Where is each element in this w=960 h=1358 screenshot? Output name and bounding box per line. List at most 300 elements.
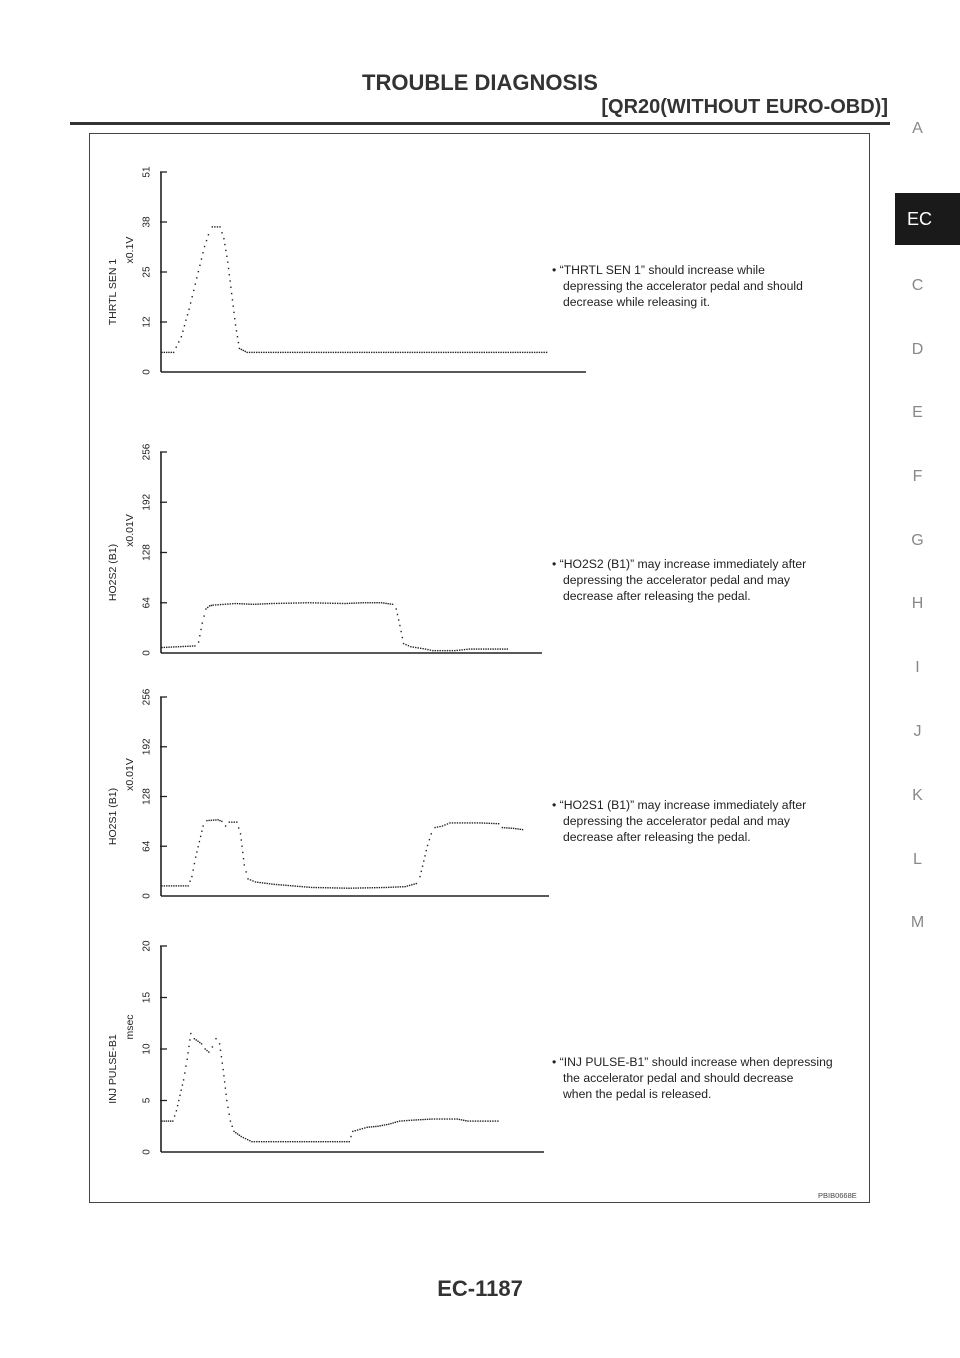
data-point bbox=[376, 352, 377, 353]
data-point bbox=[362, 1128, 363, 1129]
section-tab[interactable]: H bbox=[911, 595, 924, 612]
data-point bbox=[282, 352, 283, 353]
data-point bbox=[335, 603, 336, 604]
data-point bbox=[420, 1119, 421, 1120]
y-tick-label: 128 bbox=[141, 788, 153, 805]
data-point bbox=[254, 352, 255, 353]
page-header-subtitle: [QR20(WITHOUT EURO-OBD)] bbox=[601, 96, 888, 118]
data-point bbox=[201, 831, 202, 832]
data-point bbox=[247, 1139, 248, 1140]
section-tab[interactable]: K bbox=[912, 787, 923, 804]
data-point bbox=[243, 1137, 244, 1138]
data-point bbox=[176, 885, 177, 886]
data-point bbox=[435, 650, 436, 651]
data-point bbox=[382, 1125, 383, 1126]
figure-code: PBIB0668E bbox=[818, 1191, 857, 1200]
data-point bbox=[251, 1141, 252, 1142]
data-point bbox=[400, 886, 401, 887]
data-point bbox=[429, 1118, 430, 1119]
data-point bbox=[396, 608, 397, 609]
data-point bbox=[246, 352, 247, 353]
data-point bbox=[199, 635, 200, 636]
data-point bbox=[212, 226, 213, 227]
data-point bbox=[278, 884, 279, 885]
data-point bbox=[482, 1120, 483, 1121]
data-point bbox=[459, 1119, 460, 1120]
data-point bbox=[183, 885, 184, 886]
data-point bbox=[208, 234, 209, 235]
data-point bbox=[337, 887, 338, 888]
data-point bbox=[442, 825, 443, 826]
data-point bbox=[404, 1120, 405, 1121]
data-point bbox=[254, 1141, 255, 1142]
data-point bbox=[414, 352, 415, 353]
data-point bbox=[180, 885, 181, 886]
data-point bbox=[361, 352, 362, 353]
data-point bbox=[411, 884, 412, 885]
data-point bbox=[442, 650, 443, 651]
data-point bbox=[332, 603, 333, 604]
data-point bbox=[230, 603, 231, 604]
data-point bbox=[433, 352, 434, 353]
data-point bbox=[344, 1141, 345, 1142]
data-point bbox=[534, 352, 535, 353]
data-point bbox=[304, 886, 305, 887]
data-point bbox=[251, 604, 252, 605]
section-tab[interactable]: M bbox=[910, 914, 925, 931]
data-point bbox=[166, 647, 167, 648]
data-point bbox=[313, 602, 314, 603]
section-tab[interactable]: J bbox=[913, 723, 922, 740]
data-point bbox=[356, 602, 357, 603]
data-point bbox=[488, 648, 489, 649]
data-point bbox=[306, 1141, 307, 1142]
data-point bbox=[502, 827, 503, 828]
data-point bbox=[424, 855, 425, 856]
data-point bbox=[271, 603, 272, 604]
data-point bbox=[299, 886, 300, 887]
data-point bbox=[400, 631, 401, 632]
data-point bbox=[498, 823, 499, 824]
data-point bbox=[337, 1141, 338, 1142]
data-point bbox=[188, 309, 189, 310]
data-point bbox=[464, 649, 465, 650]
data-point bbox=[431, 1118, 432, 1119]
data-point bbox=[168, 885, 169, 886]
data-point bbox=[255, 881, 256, 882]
data-point bbox=[367, 887, 368, 888]
data-point bbox=[399, 625, 400, 626]
data-point bbox=[489, 823, 490, 824]
data-point bbox=[190, 1033, 191, 1034]
data-point bbox=[517, 352, 518, 353]
data-point bbox=[350, 1136, 351, 1137]
data-point bbox=[292, 1141, 293, 1142]
data-point bbox=[318, 1141, 319, 1142]
data-point bbox=[444, 650, 445, 651]
y-tick-label: 256 bbox=[141, 688, 153, 706]
data-point bbox=[484, 822, 485, 823]
data-point bbox=[318, 887, 319, 888]
data-point bbox=[189, 1039, 190, 1040]
data-point bbox=[417, 352, 418, 353]
data-point bbox=[491, 352, 492, 353]
y-tick-label: 192 bbox=[141, 493, 153, 511]
data-point bbox=[259, 882, 260, 883]
section-tab[interactable]: L bbox=[913, 851, 922, 868]
data-point bbox=[488, 352, 489, 353]
data-point bbox=[425, 1119, 426, 1120]
data-point bbox=[197, 846, 198, 847]
data-point bbox=[175, 346, 176, 347]
y-axis-unit: x0.1V bbox=[123, 236, 136, 264]
data-point bbox=[413, 1119, 414, 1120]
data-point bbox=[352, 352, 353, 353]
data-point bbox=[187, 646, 188, 647]
y-tick-label: 0 bbox=[141, 1149, 153, 1155]
data-point bbox=[228, 268, 229, 269]
data-point bbox=[403, 643, 404, 644]
data-point bbox=[297, 886, 298, 887]
data-point bbox=[243, 858, 244, 859]
data-point bbox=[308, 1141, 309, 1142]
data-point bbox=[351, 603, 352, 604]
data-point bbox=[209, 605, 210, 606]
data-point bbox=[497, 1120, 498, 1121]
data-point bbox=[273, 1141, 274, 1142]
data-point bbox=[187, 885, 188, 886]
data-point bbox=[302, 352, 303, 353]
data-point bbox=[280, 352, 281, 353]
data-point bbox=[378, 352, 379, 353]
data-point bbox=[485, 648, 486, 649]
data-point bbox=[422, 866, 423, 867]
data-point bbox=[470, 1120, 471, 1121]
data-point bbox=[349, 603, 350, 604]
data-point bbox=[369, 1126, 370, 1127]
data-point bbox=[497, 648, 498, 649]
section-tab[interactable]: A bbox=[912, 120, 923, 137]
data-point bbox=[232, 603, 233, 604]
data-point bbox=[292, 352, 293, 353]
data-point bbox=[493, 823, 494, 824]
data-point bbox=[357, 1129, 358, 1130]
data-point bbox=[256, 352, 257, 353]
data-point bbox=[454, 650, 455, 651]
data-point bbox=[512, 352, 513, 353]
data-point bbox=[372, 602, 373, 603]
data-point bbox=[215, 604, 216, 605]
data-point bbox=[354, 352, 355, 353]
data-point bbox=[357, 352, 358, 353]
data-point bbox=[348, 888, 349, 889]
data-point bbox=[248, 603, 249, 604]
data-point bbox=[161, 647, 162, 648]
section-tab[interactable]: C bbox=[911, 277, 924, 294]
data-point bbox=[164, 647, 165, 648]
data-point bbox=[166, 885, 167, 886]
data-point bbox=[288, 885, 289, 886]
data-point bbox=[379, 887, 380, 888]
data-point bbox=[214, 226, 215, 227]
data-point bbox=[178, 341, 179, 342]
data-point bbox=[510, 352, 511, 353]
data-point bbox=[268, 352, 269, 353]
note-line: depressing the accelerator pedal and may bbox=[563, 573, 790, 587]
y-tick-label: 0 bbox=[141, 369, 153, 375]
data-point bbox=[266, 883, 267, 884]
data-point bbox=[184, 325, 185, 326]
data-point bbox=[457, 1118, 458, 1119]
y-tick-label: 0 bbox=[141, 650, 153, 656]
data-point bbox=[304, 352, 305, 353]
data-point bbox=[515, 828, 516, 829]
data-point bbox=[163, 1120, 164, 1121]
y-tick-label: 12 bbox=[141, 316, 153, 328]
data-point bbox=[402, 886, 403, 887]
data-point bbox=[515, 352, 516, 353]
data-point bbox=[441, 1118, 442, 1119]
data-point bbox=[365, 887, 366, 888]
data-point bbox=[484, 352, 485, 353]
section-tab[interactable]: D bbox=[911, 341, 924, 358]
data-point bbox=[316, 352, 317, 353]
data-point bbox=[313, 1141, 314, 1142]
data-point bbox=[373, 352, 374, 353]
y-tick-label: 10 bbox=[141, 1043, 153, 1055]
data-point bbox=[229, 274, 230, 275]
data-point bbox=[200, 836, 201, 837]
data-point bbox=[257, 882, 258, 883]
section-tab[interactable]: G bbox=[911, 532, 924, 549]
data-point bbox=[249, 1140, 250, 1141]
data-point bbox=[358, 602, 359, 603]
data-point bbox=[340, 352, 341, 353]
data-point bbox=[227, 603, 228, 604]
data-point bbox=[439, 1118, 440, 1119]
data-point bbox=[419, 352, 420, 353]
data-point bbox=[418, 1119, 419, 1120]
data-point bbox=[173, 352, 174, 353]
data-point bbox=[385, 603, 386, 604]
data-point bbox=[220, 604, 221, 605]
data-point bbox=[462, 822, 463, 823]
data-point bbox=[309, 352, 310, 353]
data-point bbox=[445, 352, 446, 353]
data-point bbox=[360, 602, 361, 603]
data-point bbox=[171, 885, 172, 886]
section-tab[interactable]: F bbox=[912, 468, 923, 485]
data-point bbox=[422, 1119, 423, 1120]
data-point bbox=[283, 1141, 284, 1142]
data-point bbox=[461, 649, 462, 650]
data-point bbox=[517, 828, 518, 829]
data-point bbox=[434, 1118, 435, 1119]
data-point bbox=[263, 352, 264, 353]
data-point bbox=[362, 887, 363, 888]
data-point bbox=[495, 648, 496, 649]
data-point bbox=[504, 827, 505, 828]
data-point bbox=[181, 336, 182, 337]
data-point bbox=[485, 1120, 486, 1121]
data-point bbox=[317, 602, 318, 603]
data-point bbox=[383, 887, 384, 888]
data-point bbox=[347, 603, 348, 604]
data-point bbox=[275, 352, 276, 353]
data-point bbox=[327, 602, 328, 603]
data-point bbox=[419, 876, 420, 877]
data-point bbox=[400, 352, 401, 353]
data-point bbox=[213, 819, 214, 820]
data-point bbox=[446, 1118, 447, 1119]
data-point bbox=[206, 1050, 207, 1051]
data-point bbox=[259, 1141, 260, 1142]
data-point bbox=[455, 352, 456, 353]
data-point bbox=[171, 646, 172, 647]
data-point bbox=[238, 342, 239, 343]
data-point bbox=[349, 1141, 350, 1142]
data-point bbox=[478, 648, 479, 649]
data-point bbox=[459, 822, 460, 823]
data-point bbox=[536, 352, 537, 353]
data-point bbox=[292, 885, 293, 886]
data-point bbox=[178, 646, 179, 647]
data-point bbox=[467, 1120, 468, 1121]
data-point bbox=[425, 648, 426, 649]
section-tab-active[interactable]: EC bbox=[895, 193, 960, 245]
data-point bbox=[201, 258, 202, 259]
data-point bbox=[440, 352, 441, 353]
data-point bbox=[429, 839, 430, 840]
y-tick-label: 25 bbox=[141, 266, 153, 278]
data-point bbox=[225, 1087, 226, 1088]
note-line: • “THRTL SEN 1” should increase while bbox=[552, 263, 765, 277]
data-point bbox=[330, 887, 331, 888]
note-line: depressing the accelerator pedal and should bbox=[563, 279, 803, 293]
data-point bbox=[270, 352, 271, 353]
data-point bbox=[188, 1046, 189, 1047]
data-point bbox=[196, 1039, 197, 1040]
data-point bbox=[245, 351, 246, 352]
data-point bbox=[395, 352, 396, 353]
data-point bbox=[239, 348, 240, 349]
data-point bbox=[311, 352, 312, 353]
data-point bbox=[447, 650, 448, 651]
data-point bbox=[367, 602, 368, 603]
data-point bbox=[301, 1141, 302, 1142]
data-point bbox=[373, 1126, 374, 1127]
data-point bbox=[407, 885, 408, 886]
data-point bbox=[198, 641, 199, 642]
data-point bbox=[429, 352, 430, 353]
data-point bbox=[477, 822, 478, 823]
data-point bbox=[195, 283, 196, 284]
data-point bbox=[226, 256, 227, 257]
data-point bbox=[473, 648, 474, 649]
data-point bbox=[381, 352, 382, 353]
data-point bbox=[463, 1120, 464, 1121]
data-point bbox=[224, 244, 225, 245]
y-tick-label: 51 bbox=[141, 166, 153, 178]
data-point bbox=[267, 603, 268, 604]
data-point bbox=[444, 1118, 445, 1119]
data-point bbox=[522, 829, 523, 830]
data-point bbox=[191, 296, 192, 297]
data-point bbox=[255, 604, 256, 605]
data-point bbox=[448, 352, 449, 353]
data-point bbox=[379, 602, 380, 603]
data-point bbox=[229, 1114, 230, 1115]
data-point bbox=[287, 1141, 288, 1142]
section-tab[interactable]: I bbox=[915, 659, 920, 676]
data-point bbox=[293, 602, 294, 603]
data-point bbox=[260, 603, 261, 604]
data-trace bbox=[161, 819, 523, 889]
data-point bbox=[180, 646, 181, 647]
data-point bbox=[318, 352, 319, 353]
data-point bbox=[339, 887, 340, 888]
data-point bbox=[199, 1042, 200, 1043]
data-point bbox=[199, 265, 200, 266]
data-point bbox=[393, 886, 394, 887]
data-point bbox=[474, 352, 475, 353]
data-point bbox=[211, 820, 212, 821]
data-point bbox=[290, 1141, 291, 1142]
data-point bbox=[241, 846, 242, 847]
data-point bbox=[271, 883, 272, 884]
data-point bbox=[182, 646, 183, 647]
data-point bbox=[353, 602, 354, 603]
data-point bbox=[397, 886, 398, 887]
data-point bbox=[244, 864, 245, 865]
data-point bbox=[262, 882, 263, 883]
data-point bbox=[225, 604, 226, 605]
data-point bbox=[457, 352, 458, 353]
data-point bbox=[202, 825, 203, 826]
data-point bbox=[309, 887, 310, 888]
data-point bbox=[225, 250, 226, 251]
data-point bbox=[416, 883, 417, 884]
data-point bbox=[235, 1132, 236, 1133]
data-point bbox=[508, 827, 509, 828]
data-point bbox=[371, 1126, 372, 1127]
data-point bbox=[459, 649, 460, 650]
data-point bbox=[409, 352, 410, 353]
note-line: • “HO2S1 (B1)” may increase immediately after bbox=[552, 798, 807, 812]
data-point bbox=[205, 608, 206, 609]
data-point bbox=[229, 821, 230, 822]
note-ho2s2 bbox=[552, 556, 806, 604]
data-point bbox=[466, 649, 467, 650]
data-point bbox=[376, 602, 377, 603]
data-point bbox=[215, 819, 216, 820]
section-tab[interactable]: E bbox=[912, 404, 923, 421]
data-point bbox=[481, 648, 482, 649]
data-point bbox=[452, 822, 453, 823]
data-point bbox=[352, 1131, 353, 1132]
data-point bbox=[339, 1141, 340, 1142]
data-point bbox=[253, 604, 254, 605]
data-point bbox=[195, 856, 196, 857]
data-point bbox=[194, 1038, 195, 1039]
data-point bbox=[353, 887, 354, 888]
data-point bbox=[401, 1120, 402, 1121]
data-point bbox=[206, 820, 207, 821]
data-point bbox=[281, 603, 282, 604]
data-point bbox=[437, 826, 438, 827]
data-point bbox=[467, 822, 468, 823]
data-point bbox=[467, 352, 468, 353]
